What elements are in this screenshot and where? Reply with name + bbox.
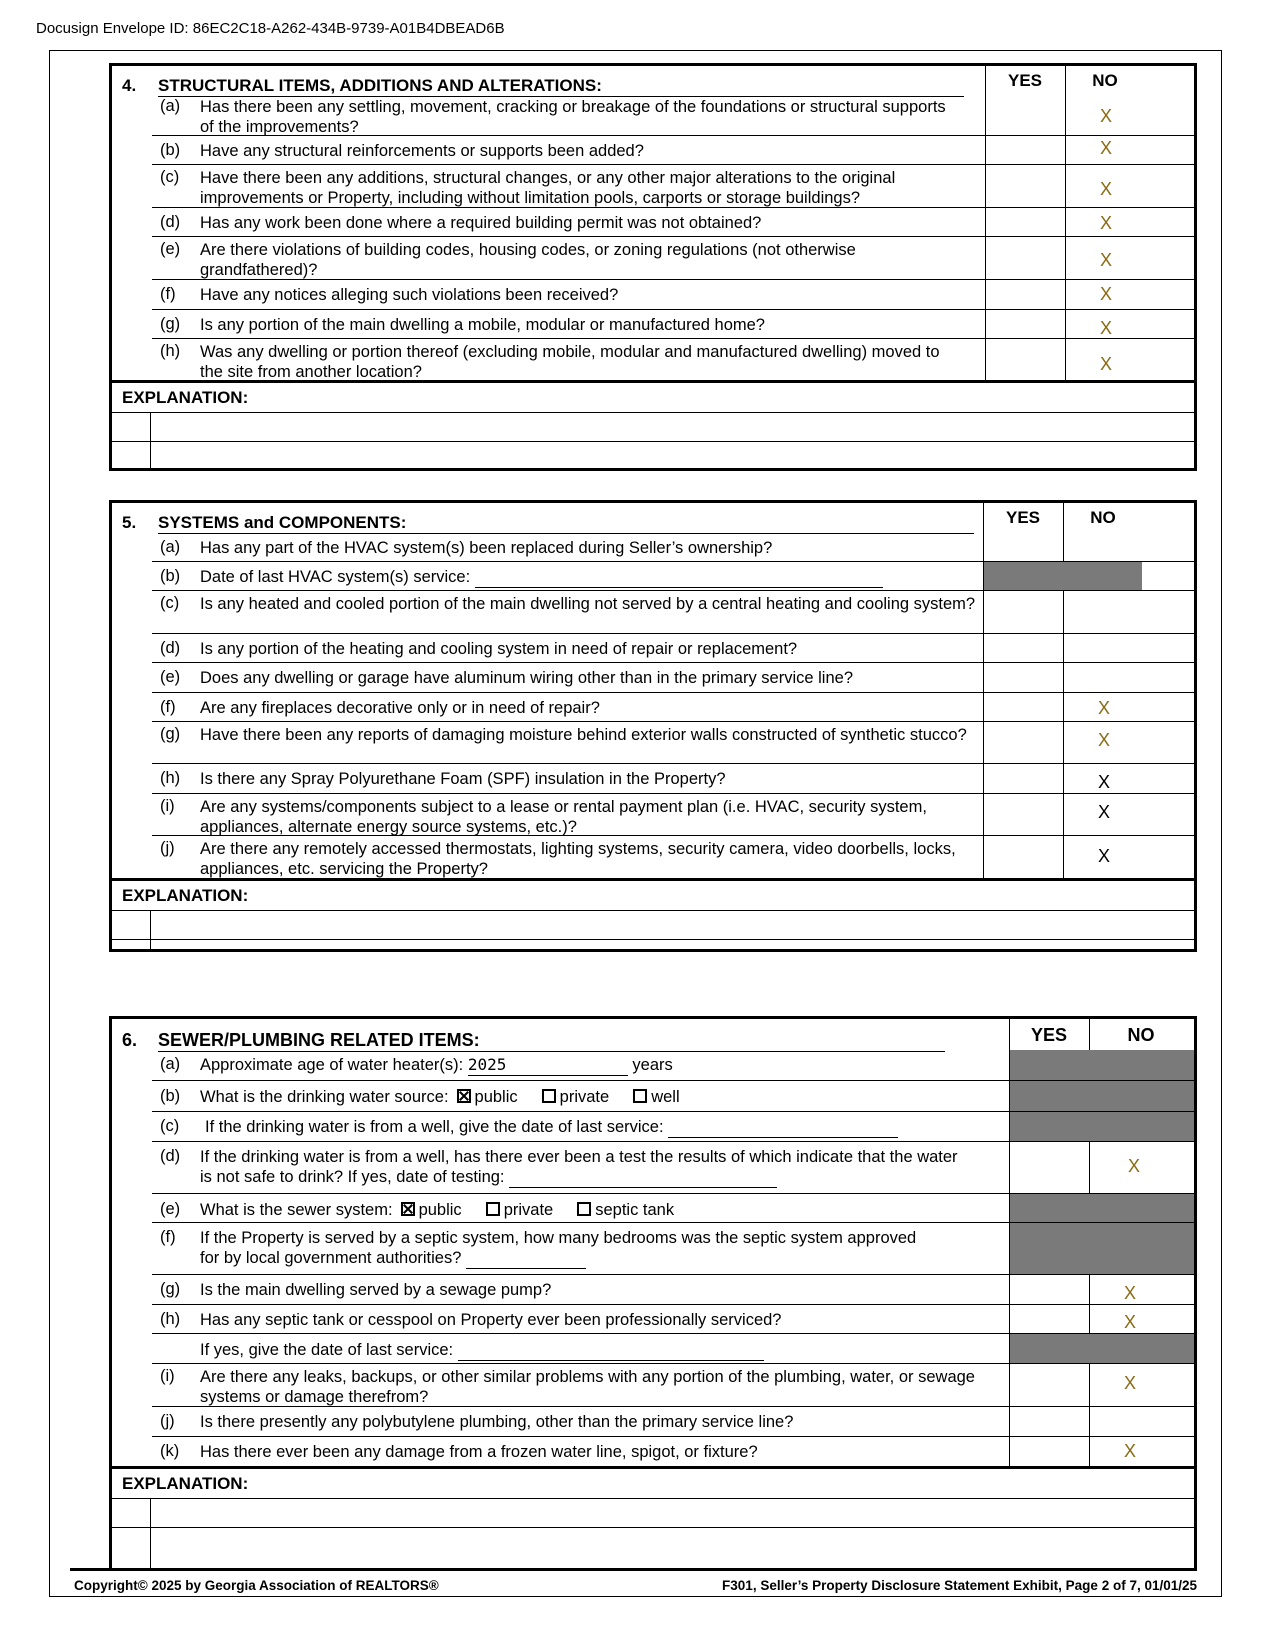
no-checkbox[interactable]: X [1100, 354, 1113, 374]
section-number: 6. [122, 1030, 138, 1050]
question-row: (j) Are there any remotely accessed thermostats, lighting systems, security camera, video doorbells, locks, appliances, etc. servicing the Property? X [112, 836, 1194, 881]
no-checkbox[interactable]: X [1124, 1283, 1137, 1303]
question-row: (g) Have there been any reports of damaging moisture behind exterior walls constructed of synthetic stucco? X [112, 722, 1194, 764]
shaded-cell [984, 562, 1142, 590]
well-testing-date-field[interactable] [509, 1167, 777, 1188]
no-checkbox[interactable]: X [1124, 1373, 1137, 1393]
no-header: NO [1090, 508, 1116, 527]
no-checkbox[interactable]: X [1100, 106, 1113, 126]
no-checkbox[interactable]: X [1100, 318, 1113, 338]
no-checkbox[interactable]: X [1100, 179, 1113, 199]
explanation-label: EXPLANATION: [122, 886, 249, 905]
envelope-id: Docusign Envelope ID: 86EC2C18-A262-434B-9739-A01B4DBEAD6B [36, 20, 505, 37]
no-checkbox[interactable]: X [1100, 284, 1113, 304]
explanation-area [112, 881, 1194, 949]
no-checkbox[interactable]: X [1100, 138, 1113, 158]
water-heater-age-field[interactable]: 2025 [468, 1055, 628, 1076]
no-checkbox[interactable]: X [1098, 772, 1111, 792]
question-row: If yes, give the date of last service: [112, 1334, 1194, 1364]
question-row: (f) Are any fireplaces decorative only or in need of repair? X [112, 693, 1194, 722]
no-checkbox[interactable]: X [1098, 846, 1111, 866]
hvac-service-date-field[interactable] [475, 567, 883, 588]
question-row: (a) Has any part of the HVAC system(s) been replaced during Seller’s ownership? [112, 533, 1194, 562]
well-service-date-field[interactable] [668, 1117, 898, 1138]
section-number: 5. [122, 513, 137, 532]
yes-header: YES [1005, 508, 1041, 527]
question-row: (e) Are there violations of building codes, housing codes, or zoning regulations (not otherwise grandfathered)? X [112, 237, 1194, 280]
question-row: (d) Is any portion of the heating and cooling system in need of repair or replacement? [112, 634, 1194, 663]
section-systems [109, 500, 1197, 952]
no-checkbox[interactable]: X [1098, 730, 1111, 750]
no-checkbox[interactable]: X [1098, 802, 1111, 822]
footer-copyright: Copyright© 2025 by Georgia Association of REALTORS® [74, 1578, 439, 1593]
yes-header: YES [1007, 71, 1043, 90]
no-header: NO [1092, 71, 1118, 90]
no-header: NO [1127, 1025, 1155, 1045]
section-structural [109, 63, 1197, 471]
question-row: (e) What is the sewer system: public private septic tank [112, 1194, 1194, 1223]
question-row: (c) Is any heated and cooled portion of the main dwelling not served by a central heating and cooling system? [112, 591, 1194, 634]
shaded-cell [1010, 1194, 1194, 1222]
no-checkbox[interactable]: X [1124, 1441, 1137, 1461]
checkbox-public-sewer[interactable] [401, 1202, 415, 1216]
question-row: (i) Are there any leaks, backups, or other similar problems with any portion of the plumbing, water, or sewage systems or damage therefrom? X [112, 1364, 1194, 1407]
question-row: (a) Approximate age of water heater(s): 2025 years [112, 1050, 1194, 1081]
section-number: 4. [122, 76, 137, 95]
shaded-cell [1010, 1050, 1194, 1080]
question-row: (h) Has any septic tank or cesspool on Property ever been professionally serviced? X [112, 1305, 1194, 1334]
no-checkbox[interactable]: X [1100, 250, 1113, 270]
no-checkbox[interactable]: X [1128, 1156, 1141, 1176]
question-row: (g) Is any portion of the main dwelling a mobile, modular or manufactured home? X [112, 310, 1194, 339]
yes-header: YES [1030, 1025, 1068, 1045]
question-row: (c) Have there been any additions, structural changes, or any other major alterations to the original improvements or Property, including without limitation pools, carports or storage buildings? X [112, 165, 1194, 208]
shaded-cell [1010, 1223, 1194, 1274]
section-title: STRUCTURAL ITEMS, ADDITIONS AND ALTERATIONS: [158, 76, 964, 97]
question-row: (a) Has there been any settling, movement, cracking or breakage of the foundations or structural supports of the improvements? X [112, 94, 1194, 136]
question-row: (b) Have any structural reinforcements or supports been added? X [112, 136, 1194, 165]
question-row: (j) Is there presently any polybutylene plumbing, other than the primary service line? [112, 1407, 1194, 1437]
explanation-label: EXPLANATION: [122, 1474, 249, 1493]
shaded-cell [1010, 1112, 1194, 1141]
section-sewer-plumbing [109, 1016, 1197, 1571]
question-row: (h) Is there any Spray Polyurethane Foam (SPF) insulation in the Property? X [112, 764, 1194, 794]
footer-form-id: F301, Seller’s Property Disclosure Statement Exhibit, Page 2 of 7, 01/01/25 [722, 1578, 1197, 1593]
explanation-area [112, 383, 1194, 468]
section-title: SEWER/PLUMBING RELATED ITEMS: [158, 1030, 945, 1052]
no-checkbox[interactable]: X [1098, 698, 1111, 718]
explanation-label: EXPLANATION: [122, 388, 249, 407]
septic-bedrooms-field[interactable] [466, 1248, 586, 1269]
footer-rule [70, 1568, 1197, 1571]
question-row: (h) Was any dwelling or portion thereof (excluding mobile, modular and manufactured dwelling) moved to the site from another location? X [112, 339, 1194, 383]
checkbox-private-water[interactable] [542, 1089, 556, 1103]
question-row: (f) If the Property is served by a septic system, how many bedrooms was the septic system approved for by local government authorities? [112, 1223, 1194, 1275]
question-row: (e) Does any dwelling or garage have aluminum wiring other than in the primary service line? [112, 663, 1194, 693]
septic-service-date-field[interactable] [458, 1340, 764, 1361]
shaded-cell [1010, 1334, 1194, 1363]
question-row: (f) Have any notices alleging such violations been received? X [112, 280, 1194, 310]
question-row: (k) Has there ever been any damage from a frozen water line, spigot, or fixture? X [112, 1437, 1194, 1469]
checkbox-septic-tank[interactable] [577, 1202, 591, 1216]
question-row: (c) If the drinking water is from a well, give the date of last service: [112, 1112, 1194, 1142]
section-title: SYSTEMS and COMPONENTS: [158, 513, 974, 534]
question-row: (b) What is the drinking water source: public private well [112, 1081, 1194, 1112]
checkbox-private-sewer[interactable] [486, 1202, 500, 1216]
question-row: (b) Date of last HVAC system(s) service: [112, 562, 1194, 591]
checkbox-well-water[interactable] [633, 1089, 647, 1103]
question-row: (d) Has any work been done where a required building permit was not obtained? X [112, 208, 1194, 237]
shaded-cell [1010, 1081, 1194, 1111]
question-row: (g) Is the main dwelling served by a sewage pump? X [112, 1275, 1194, 1305]
question-row: (d) If the drinking water is from a well, has there ever been a test the results of which indicate that the water is not safe to drink? If yes, date of testing: X [112, 1142, 1194, 1194]
no-checkbox[interactable]: X [1100, 213, 1113, 233]
explanation-area [112, 1469, 1194, 1571]
no-checkbox[interactable]: X [1124, 1312, 1137, 1332]
question-row: (i) Are any systems/components subject to a lease or rental payment plan (i.e. HVAC, security system, appliances, alternate energy source systems, etc.)? X [112, 794, 1194, 836]
checkbox-public-water[interactable] [457, 1089, 471, 1103]
